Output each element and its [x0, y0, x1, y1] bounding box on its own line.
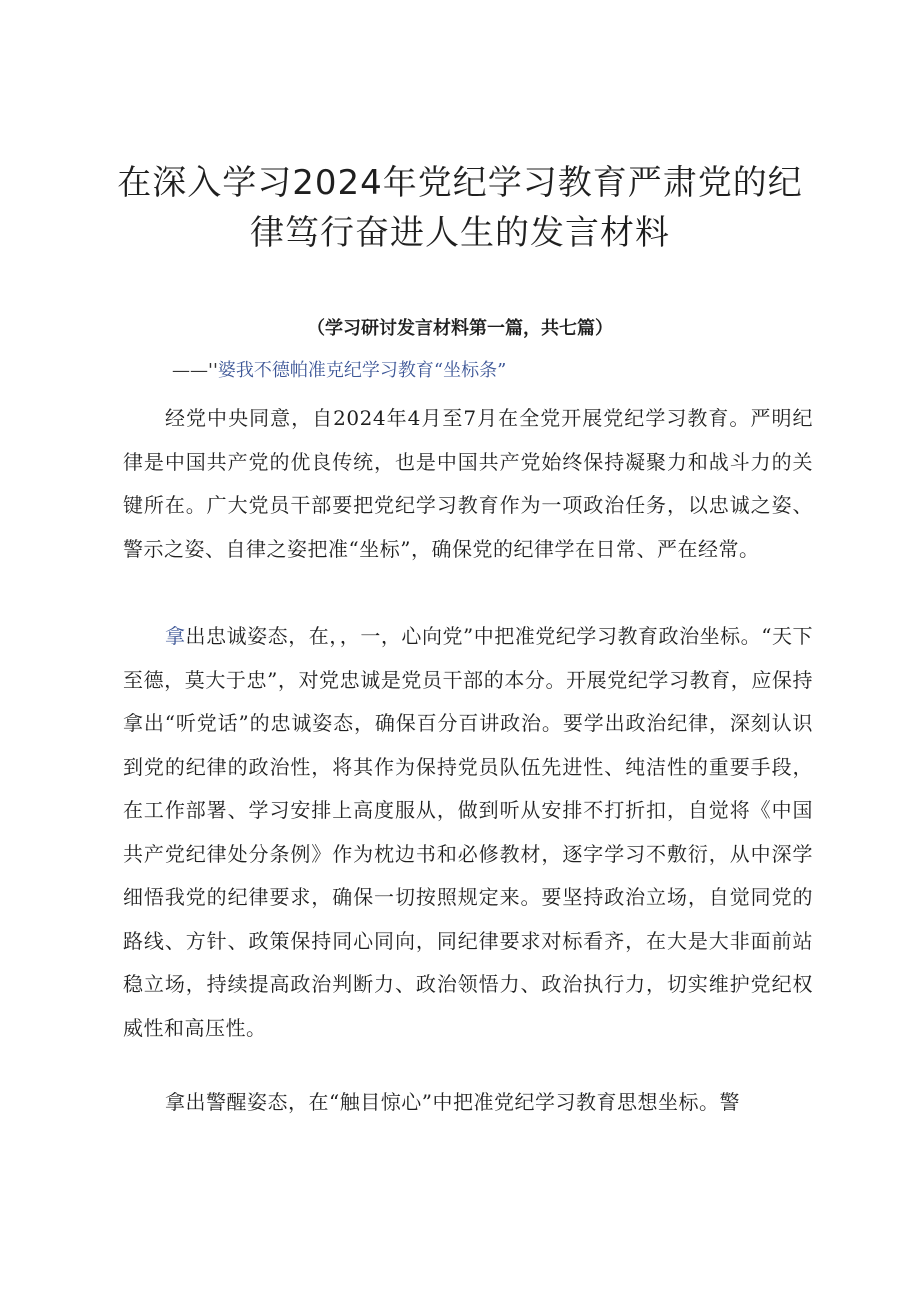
- document-subtitle: （学习研讨发言材料第一篇，共七篇）: [307, 318, 613, 339]
- paragraph-loyalty-body: 出忠诚姿态，在，，一，心向党”中把准党纪学习教育政治坐标。“天下至德，莫大于忠”，对党忠诚是党员干部的本分。开展党纪学习教育，应保持拿出“听党话”的忠诚姿态，确保百分百讲政治。要学出政治纪律，深刻认识到党的纪律的政治性，将其作为保持党员队伍先进性、纯洁性的重要手段，在工作部署、学习安排上高度服从，做到听从安排不打折扣，自觉将《中国共产党纪律处分条例》作为枕边书和必修教材，逐字学习不敷衍，从中深学细悟我党的纪律要求，确保一切按照规定来。要坚持政治立场，自觉同党的路线、方针、政策保持同心同向，同纪律要求对标看齐，在大是大非面前站稳立场，持续提高政治判断力、政治领悟力、政治执行力，切实维护党纪权威性和高压性。: [123, 624, 814, 1040]
- document-title: 在深入学习2024年党纪学习教育严肃党的纪律笃行奋进人生的发言材料: [117, 163, 803, 253]
- theme-line-text: 婆我不德帕准克纪学习教育“坐标条”: [217, 360, 507, 381]
- paragraph-intro: 经党中央同意，自2024年4月至7月在全党开展党纪学习教育。严明纪律是中国共产党的优良传统，也是中国共产党始终保持凝聚力和战斗力的关键所在。广大党员干部要把党纪学习教育作为一项政治任务，以忠诚之姿、警示之姿、自律之姿把准“坐标”，确保党的纪律学在日常、严在经常。: [123, 406, 813, 561]
- paragraph-vigilance: 拿出警醒姿态，在“触目惊心”中把准党纪学习教育思想坐标。警: [165, 1090, 740, 1114]
- theme-line: [172, 356, 506, 386]
- paragraph-loyalty-lead: 拿: [165, 624, 186, 648]
- theme-line-prefix: ——'': [172, 360, 218, 381]
- paragraph-loyalty: [123, 615, 813, 1050]
